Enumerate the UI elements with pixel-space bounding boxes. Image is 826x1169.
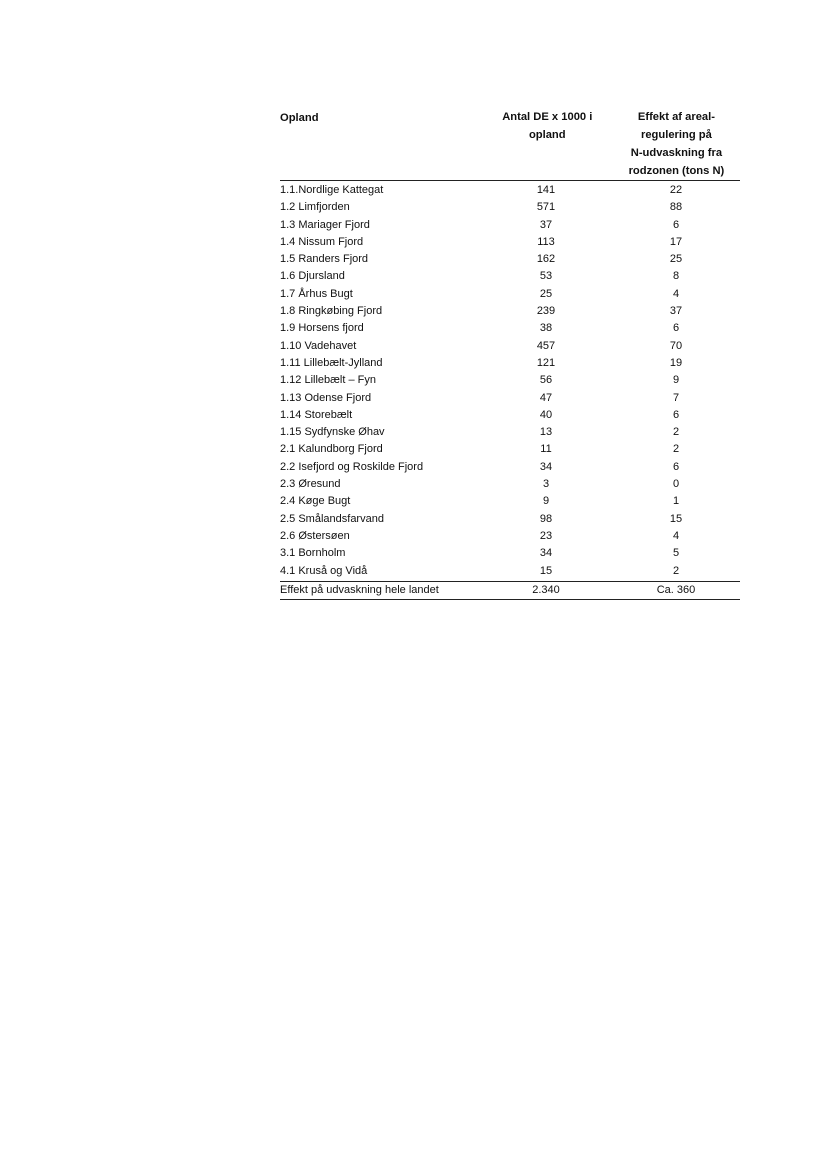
- table-row: [280, 303, 740, 320]
- row-antal: 34: [539, 460, 553, 473]
- header-antal-line: opland: [528, 129, 566, 141]
- row-antal: 9: [542, 495, 550, 508]
- table-row: [280, 459, 740, 476]
- header-opland: Opland: [280, 112, 319, 124]
- row-name: 3.1 Bornholm: [280, 547, 346, 560]
- header-effekt-line: Effekt af areal-: [637, 111, 715, 123]
- row-name: 4.1 Kruså og Vidå: [280, 564, 368, 577]
- row-name: 1.7 Århus Bugt: [280, 287, 353, 300]
- header-divider: [280, 180, 740, 181]
- table-row: [280, 251, 740, 268]
- row-antal: 11: [540, 443, 552, 456]
- row-effekt: 5: [672, 547, 680, 560]
- table-row: [280, 545, 740, 562]
- row-name: 1.12 Lillebælt – Fyn: [280, 374, 376, 387]
- table-row: [280, 182, 740, 199]
- header-antal-line: Antal DE x 1000 i: [502, 111, 593, 123]
- header-effekt-line: rodzonen (tons N): [628, 165, 725, 177]
- row-antal: 239: [536, 305, 556, 318]
- row-antal: 15: [539, 564, 553, 577]
- row-antal: 121: [536, 356, 556, 369]
- row-name: 1.10 Vadehavet: [280, 339, 357, 352]
- row-effekt: 8: [672, 270, 680, 283]
- row-antal: 53: [539, 270, 553, 283]
- row-antal: 38: [539, 322, 553, 335]
- row-effekt: 2: [672, 443, 680, 456]
- row-antal: 113: [537, 235, 555, 248]
- row-name: 2.6 Østersøen: [280, 529, 350, 542]
- table-header: [280, 108, 740, 180]
- row-effekt: 70: [669, 339, 683, 352]
- table-row: [280, 563, 740, 580]
- bottom-divider: [280, 599, 740, 600]
- table-row: [280, 476, 740, 493]
- row-antal: 162: [536, 253, 556, 266]
- row-effekt: 7: [672, 391, 680, 404]
- row-effekt: 22: [669, 184, 683, 196]
- table-row: [280, 528, 740, 545]
- header-effekt-line: regulering på: [640, 129, 712, 141]
- row-effekt: 6: [672, 460, 680, 473]
- row-effekt: 6: [672, 218, 680, 231]
- table-row: [280, 372, 740, 389]
- table-row: [280, 268, 740, 285]
- table-row: [280, 390, 740, 407]
- table-row: [280, 441, 740, 458]
- table-row: [280, 320, 740, 337]
- row-antal: 47: [539, 391, 553, 404]
- row-effekt: 0: [672, 478, 680, 491]
- row-effekt: 37: [669, 305, 683, 318]
- header-effekt-line: N-udvaskning fra: [630, 147, 723, 159]
- row-name: 1.3 Mariager Fjord: [280, 218, 370, 231]
- row-name: 2.4 Køge Bugt: [280, 495, 351, 508]
- total-name: Effekt på udvaskning hele landet: [280, 583, 439, 596]
- row-antal: 571: [536, 201, 556, 214]
- row-name: 1.6 Djursland: [280, 270, 345, 283]
- row-antal: 37: [539, 218, 553, 231]
- table-row: [280, 234, 740, 251]
- row-antal: 141: [536, 184, 556, 196]
- row-name: 1.15 Sydfynske Øhav: [280, 426, 385, 439]
- header-antal: [479, 108, 613, 180]
- row-name: 1.8 Ringkøbing Fjord: [280, 305, 383, 318]
- row-antal: 98: [539, 512, 553, 525]
- row-effekt: 1: [672, 495, 680, 508]
- row-name: 1.5 Randers Fjord: [280, 253, 369, 266]
- table-row: [280, 493, 740, 510]
- row-name: 2.2 Isefjord og Roskilde Fjord: [280, 460, 424, 473]
- row-name: 1.9 Horsens fjord: [280, 322, 364, 335]
- row-antal: 457: [536, 339, 556, 352]
- row-effekt: 4: [672, 529, 680, 542]
- row-name: 1.13 Odense Fjord: [280, 391, 372, 404]
- table-row: [280, 407, 740, 424]
- row-name: 2.1 Kalundborg Fjord: [280, 443, 383, 456]
- row-antal: 23: [539, 529, 553, 542]
- row-name: 2.5 Smålandsfarvand: [280, 512, 384, 525]
- total-antal: 2.340: [532, 583, 560, 596]
- row-name: 1.4 Nissum Fjord: [280, 235, 364, 248]
- row-effekt: 88: [669, 201, 683, 214]
- table-row: [280, 286, 740, 303]
- row-effekt: 2: [672, 564, 680, 577]
- table-body: [280, 182, 740, 580]
- row-antal: 34: [539, 547, 553, 560]
- row-name: 1.2 Limfjorden: [280, 201, 350, 214]
- row-antal: 56: [539, 374, 553, 387]
- row-name: 1.11 Lillebælt-Jylland: [280, 356, 383, 369]
- total-row: [280, 582, 740, 599]
- row-effekt: 17: [669, 235, 683, 248]
- table-row: [280, 511, 740, 528]
- row-name: 1.1.Nordlige Kattegat: [280, 184, 384, 196]
- row-effekt: 15: [669, 512, 683, 525]
- table-row: [280, 217, 740, 234]
- row-antal: 13: [539, 426, 553, 439]
- row-effekt: 25: [669, 253, 683, 266]
- row-effekt: 4: [672, 287, 680, 300]
- row-effekt: 2: [672, 426, 680, 439]
- row-name: 2.3 Øresund: [280, 478, 341, 491]
- row-effekt: 19: [669, 356, 683, 369]
- table-row: [280, 199, 740, 216]
- row-effekt: 6: [672, 408, 680, 421]
- table-row: [280, 338, 740, 355]
- row-antal: 3: [542, 478, 550, 491]
- row-antal: 25: [539, 287, 553, 300]
- table-row: [280, 424, 740, 441]
- total-effekt: Ca. 360: [656, 583, 696, 596]
- table-row: [280, 355, 740, 372]
- data-table: [280, 108, 740, 600]
- header-effekt: [613, 108, 740, 180]
- row-effekt: 9: [672, 374, 680, 387]
- row-name: 1.14 Storebælt: [280, 408, 353, 421]
- row-effekt: 6: [672, 322, 680, 335]
- row-antal: 40: [539, 408, 553, 421]
